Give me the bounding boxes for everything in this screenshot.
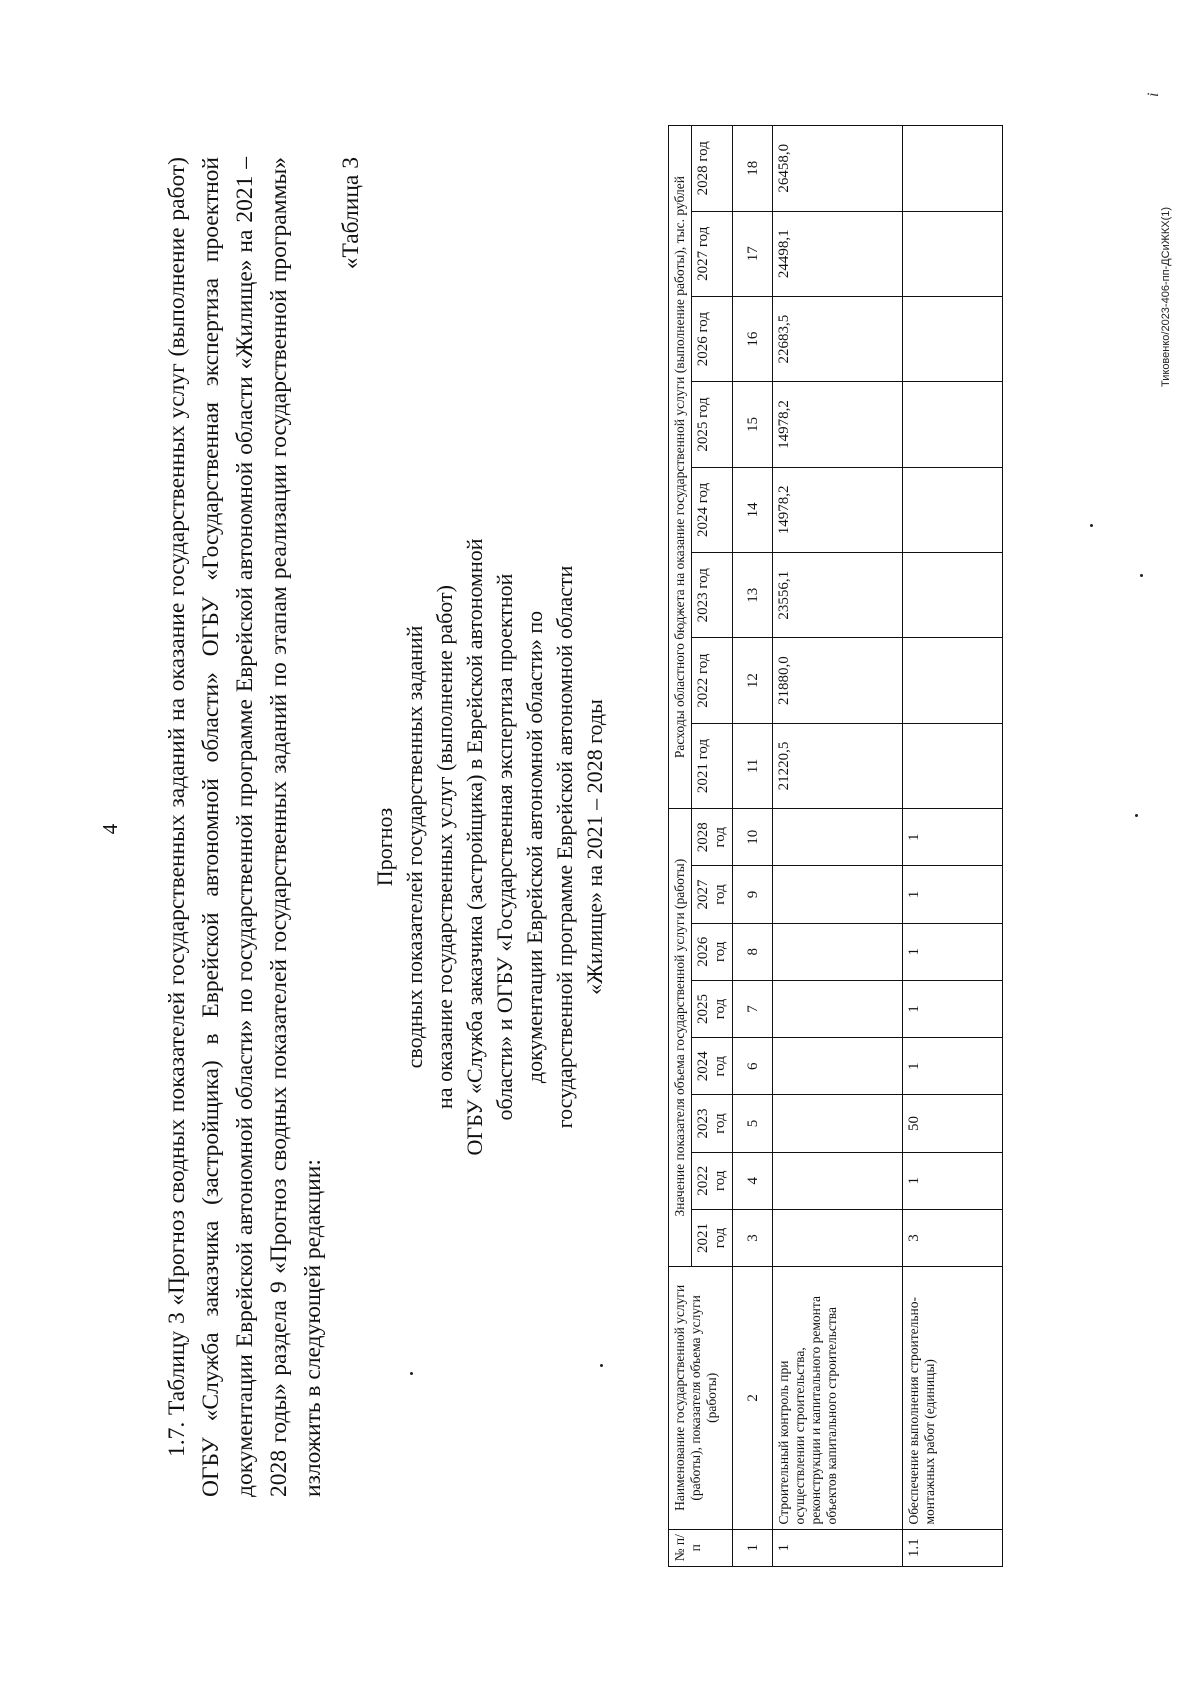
scan-speck	[410, 1372, 413, 1375]
budget-cell	[903, 467, 1003, 552]
volume-cell: 1	[903, 923, 1003, 980]
budget-cell	[903, 296, 1003, 381]
volume-cell	[773, 980, 903, 1037]
header-name: Наименование государственной услуги (работы), показателя объема услуги (работы)	[669, 1267, 733, 1529]
volume-cell: 1	[903, 866, 1003, 923]
year-header: 2028 год	[692, 126, 733, 212]
index-cell: 2	[733, 1267, 773, 1529]
row-num: 1	[773, 1529, 903, 1566]
volume-cell	[773, 809, 903, 866]
year-header: 2023 год	[692, 553, 733, 638]
year-header: 2024 год	[692, 467, 733, 552]
index-cell: 8	[733, 923, 773, 980]
budget-cell: 14978,2	[773, 467, 903, 552]
index-cell: 3	[733, 1209, 773, 1266]
index-cell: 6	[733, 1038, 773, 1095]
row-name: Обеспечение выполнения строительно-монтажных работ (единицы)	[903, 1267, 1003, 1529]
row-name: Строительный контроль при осуществлении строительства, реконструкции и капитального ремонта объектов капитального строительства	[773, 1267, 903, 1529]
index-cell: 11	[733, 723, 773, 808]
header-row-groups	[669, 126, 692, 1567]
year-header: 2025 год	[692, 382, 733, 467]
amendment-paragraph: 1.7. Таблицу 3 «Прогноз сводных показателей государственных заданий на оказание государственных услуг (выполнение работ) ОГБУ «Служба заказчика (застройщика) в Еврейской автономной области» ОГБУ «Государственная экспертиза проектной документации Еврейской автономной области» по государственной программе Еврейской автономной области «Жилище» на 2021 – 2028 годы» раздела 9 «Прогноз сводных показателей государственных заданий по этапам реализации государственной программы» изложить в следующей редакции:	[164, 157, 326, 1497]
budget-cell	[903, 553, 1003, 638]
scan-speck	[600, 1364, 603, 1367]
index-cell: 1	[733, 1529, 773, 1566]
year-header: 2025 год	[692, 980, 733, 1037]
heading-line: Прогноз	[372, 807, 397, 887]
handwritten-mark: i	[1145, 92, 1162, 97]
budget-cell: 14978,2	[773, 382, 903, 467]
budget-cell	[903, 723, 1003, 808]
budget-cell: 26458,0	[773, 126, 903, 212]
index-cell: 4	[733, 1152, 773, 1209]
document-footer: Тиковенко/2023-406-пп-ДСиЖКХ(1)	[1160, 206, 1172, 387]
year-header: 2023 год	[692, 1095, 733, 1152]
volume-cell	[773, 1152, 903, 1209]
volume-cell: 1	[903, 980, 1003, 1037]
year-header: 2021 год	[692, 723, 733, 808]
index-cell: 14	[733, 467, 773, 552]
index-cell: 13	[733, 553, 773, 638]
index-cell: 15	[733, 382, 773, 467]
year-header: 2026 год	[692, 923, 733, 980]
budget-cell	[903, 382, 1003, 467]
table-row	[773, 126, 903, 1567]
volume-cell: 1	[903, 1152, 1003, 1209]
year-header: 2028 год	[692, 809, 733, 866]
header-budget-group: Расходы областного бюджета на оказание государственной услуги (выполнение работы), тыс. рублей	[669, 126, 692, 809]
volume-cell	[773, 1095, 903, 1152]
scan-speck	[1090, 524, 1093, 527]
index-row	[733, 126, 773, 1567]
scan-speck	[1140, 574, 1143, 577]
volume-cell: 3	[903, 1209, 1003, 1266]
volume-cell	[773, 1209, 903, 1266]
index-cell: 16	[733, 296, 773, 381]
header-volume-group: Значение показателя объема государственной услуги (работы)	[669, 809, 692, 1267]
budget-cell: 21880,0	[773, 638, 903, 723]
year-header: 2021 год	[692, 1209, 733, 1266]
year-header: 2024 год	[692, 1038, 733, 1095]
index-cell: 18	[733, 126, 773, 212]
year-header: 2027 год	[692, 211, 733, 296]
budget-cell: 24498,1	[773, 211, 903, 296]
index-cell: 7	[733, 980, 773, 1037]
heading-line: государственной программе Еврейской автономной области	[552, 565, 577, 1129]
volume-cell	[773, 866, 903, 923]
table-label: «Таблица 3	[338, 157, 364, 270]
budget-cell	[903, 638, 1003, 723]
volume-cell: 1	[903, 1038, 1003, 1095]
heading-line: сводных показателей государственных заданий	[402, 625, 427, 1069]
header-num: № п/п	[669, 1529, 733, 1566]
budget-cell: 22683,5	[773, 296, 903, 381]
heading-line: «Жилище» на 2021 – 2028 годы	[582, 699, 607, 995]
row-num: 1.1	[903, 1529, 1003, 1566]
table-row	[903, 126, 1003, 1567]
forecast-table	[668, 125, 1003, 1567]
heading-line: документации Еврейской автономной области» по	[522, 610, 547, 1084]
scan-speck	[1135, 814, 1138, 817]
budget-cell	[903, 126, 1003, 212]
table-heading	[370, 397, 610, 1297]
year-header: 2022 год	[692, 1152, 733, 1209]
heading-line: на оказание государственных услуг (выполнение работ)	[432, 585, 457, 1109]
heading-line: области» и ОГБУ «Государственная экспертиза проектной	[492, 573, 517, 1121]
year-header: 2027 год	[692, 866, 733, 923]
year-header: 2022 год	[692, 638, 733, 723]
budget-cell: 23556,1	[773, 553, 903, 638]
index-cell: 9	[733, 866, 773, 923]
volume-cell	[773, 923, 903, 980]
index-cell: 17	[733, 211, 773, 296]
volume-cell: 1	[903, 809, 1003, 866]
heading-line: ОГБУ «Служба заказчика (застройщика) в Еврейской автономной	[462, 538, 487, 1156]
index-cell: 5	[733, 1095, 773, 1152]
budget-cell: 21220,5	[773, 723, 903, 808]
index-cell: 12	[733, 638, 773, 723]
year-header: 2026 год	[692, 296, 733, 381]
budget-cell	[903, 211, 1003, 296]
volume-cell	[773, 1038, 903, 1095]
page-number: 4	[98, 823, 122, 835]
index-cell: 10	[733, 809, 773, 866]
volume-cell: 50	[903, 1095, 1003, 1152]
